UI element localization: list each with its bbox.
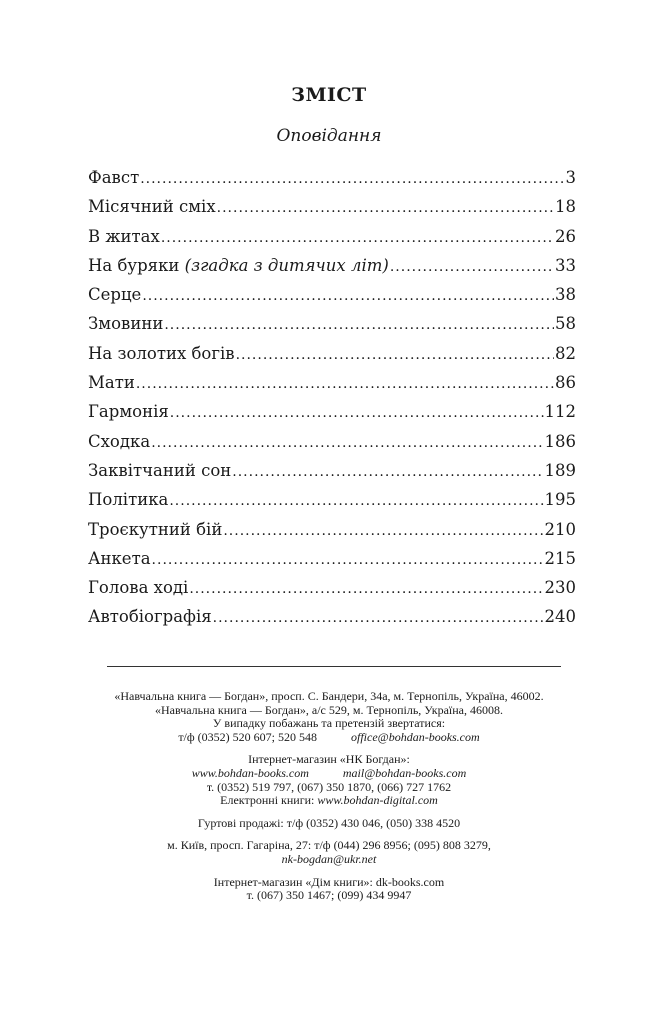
dim-knyhy-phones: т. (067) 350 1467; (099) 434 9947 [246,888,412,903]
toc-entry-page: 58 [555,314,576,334]
toc-dot-leader [232,459,543,486]
toc-dot-leader [140,166,564,193]
toc-entry-title-main: На буряки [88,255,185,275]
toc-entry-page: 112 [544,402,576,422]
toc-entry-title [88,252,389,279]
toc-dot-leader [217,195,554,222]
toc-dot-leader [189,576,543,603]
toc-entry-title: В житах [88,226,160,246]
shop-phones: т. (0352) 519 797, (067) 350 1870, (066) 727 1762 [206,779,452,794]
toc-entry [88,545,576,574]
imprint-address-line: «Навчальна книга — Богдан», просп. С. Бандери, 34а, м. Тернопіль, Україна, 46002. [114,689,544,703]
shop-heading: Інтернет-магазин «НК Богдан»: [248,752,410,767]
toc-entry-title: Політика [88,490,169,510]
office-email-link[interactable]: office@bohdan-books.com [351,729,480,744]
toc-dot-leader [390,254,554,281]
toc-entry [88,398,576,427]
kyiv-address: м. Київ, просп. Гагаріна, 27: т/ф (044) 296 8956; (095) 808 3279, [167,838,491,853]
toc-entry-title: На золотих богів [88,343,235,363]
dim-knyhy-shop: Інтернет-магазин «Дім книги»: dk-books.com [213,874,445,889]
toc-entry [88,164,576,193]
toc-entry [88,516,576,545]
ebooks-label: Електронні книги: [220,793,318,808]
toc-entry-title: Фавст [88,168,140,187]
office-phone: т/ф (0352) 520 607; 520 548 [178,729,317,744]
toc-entry-title: Місячний сміх [88,197,216,217]
toc-entry-title: Сходка [88,431,151,451]
toc-entry [88,369,576,398]
toc-entry-page: 86 [555,373,576,393]
toc-entry [88,428,576,457]
ebooks-site-link[interactable]: www.bohdan-digital.com [317,793,438,808]
wholesale-contacts: Гуртові продажі: т/ф (0352) 430 046, (050) 338 4520 [197,815,461,830]
toc-dot-leader [164,312,554,339]
toc-entry [88,603,576,632]
toc-entry-page: 240 [544,607,576,627]
publisher-imprint [0,690,658,903]
kyiv-email-link[interactable]: nk-bogdan@ukr.net [281,851,377,866]
toc-entry [88,574,576,603]
toc-dot-leader [161,225,554,252]
toc-entry [88,223,576,252]
toc-entry-title: Гармонія [88,402,169,422]
toc-entry-page: 82 [555,343,576,363]
imprint-complaints-note: У випадку побажань та претензій звертатися: [212,716,446,731]
toc-dot-leader [169,488,543,515]
toc-entry-title: Заквітчаний сон [88,460,232,480]
toc-entry-title: Серце [88,285,142,305]
shop-site-link[interactable]: www.bohdan-books.com [191,765,309,780]
toc-dot-leader [136,371,554,398]
toc-dot-leader [170,400,544,427]
page-title: ЗМІСТ [291,84,367,106]
toc-entry [88,340,576,369]
toc-entry-page: 186 [544,431,576,451]
toc-entry-title: Змовини [88,314,164,334]
toc-entry [88,486,576,515]
toc-entry [88,281,576,310]
imprint-office-contacts [0,731,658,745]
toc-entry [88,252,576,281]
shop-links [0,767,658,781]
toc-entry-page: 195 [544,490,576,510]
toc-entry-page: 210 [544,519,576,539]
horizontal-divider [107,666,561,667]
ebooks-line [0,794,658,808]
toc-entry [88,310,576,339]
toc-dot-leader [151,430,543,457]
toc-entry-page: 215 [544,548,576,568]
toc-dot-leader [142,283,554,310]
toc-entry-title: Анкета [88,548,151,568]
toc-dot-leader [223,518,543,545]
toc-entry-title: Мати [88,373,135,393]
toc-dot-leader [236,342,554,369]
toc-entry-page: 38 [555,285,576,305]
shop-email-link[interactable]: mail@bohdan-books.com [342,765,467,780]
toc-entry [88,457,576,486]
toc-entry-page: 26 [555,226,576,246]
toc-entry-page: 18 [555,197,576,217]
toc-entry-page: 189 [544,460,576,480]
section-heading: Оповідання [276,126,382,146]
toc-entry [88,193,576,222]
toc-entry-title-subtitle: (згадка з дитячих літ) [184,255,389,275]
toc-entry-page: 230 [544,578,576,598]
toc-entry-page: 33 [555,255,576,275]
toc-dot-leader [152,547,544,574]
toc-entry-page: 3 [565,168,576,187]
table-of-contents [88,164,576,633]
imprint-address-line: «Навчальна книга — Богдан», а/с 529, м. Тернопіль, Україна, 46008. [155,702,503,717]
toc-entry-title: Голова ході [88,578,189,598]
toc-dot-leader [213,605,544,632]
toc-entry-title: Автобіографія [88,607,212,627]
toc-entry-title: Троєкутний бій [88,519,223,539]
